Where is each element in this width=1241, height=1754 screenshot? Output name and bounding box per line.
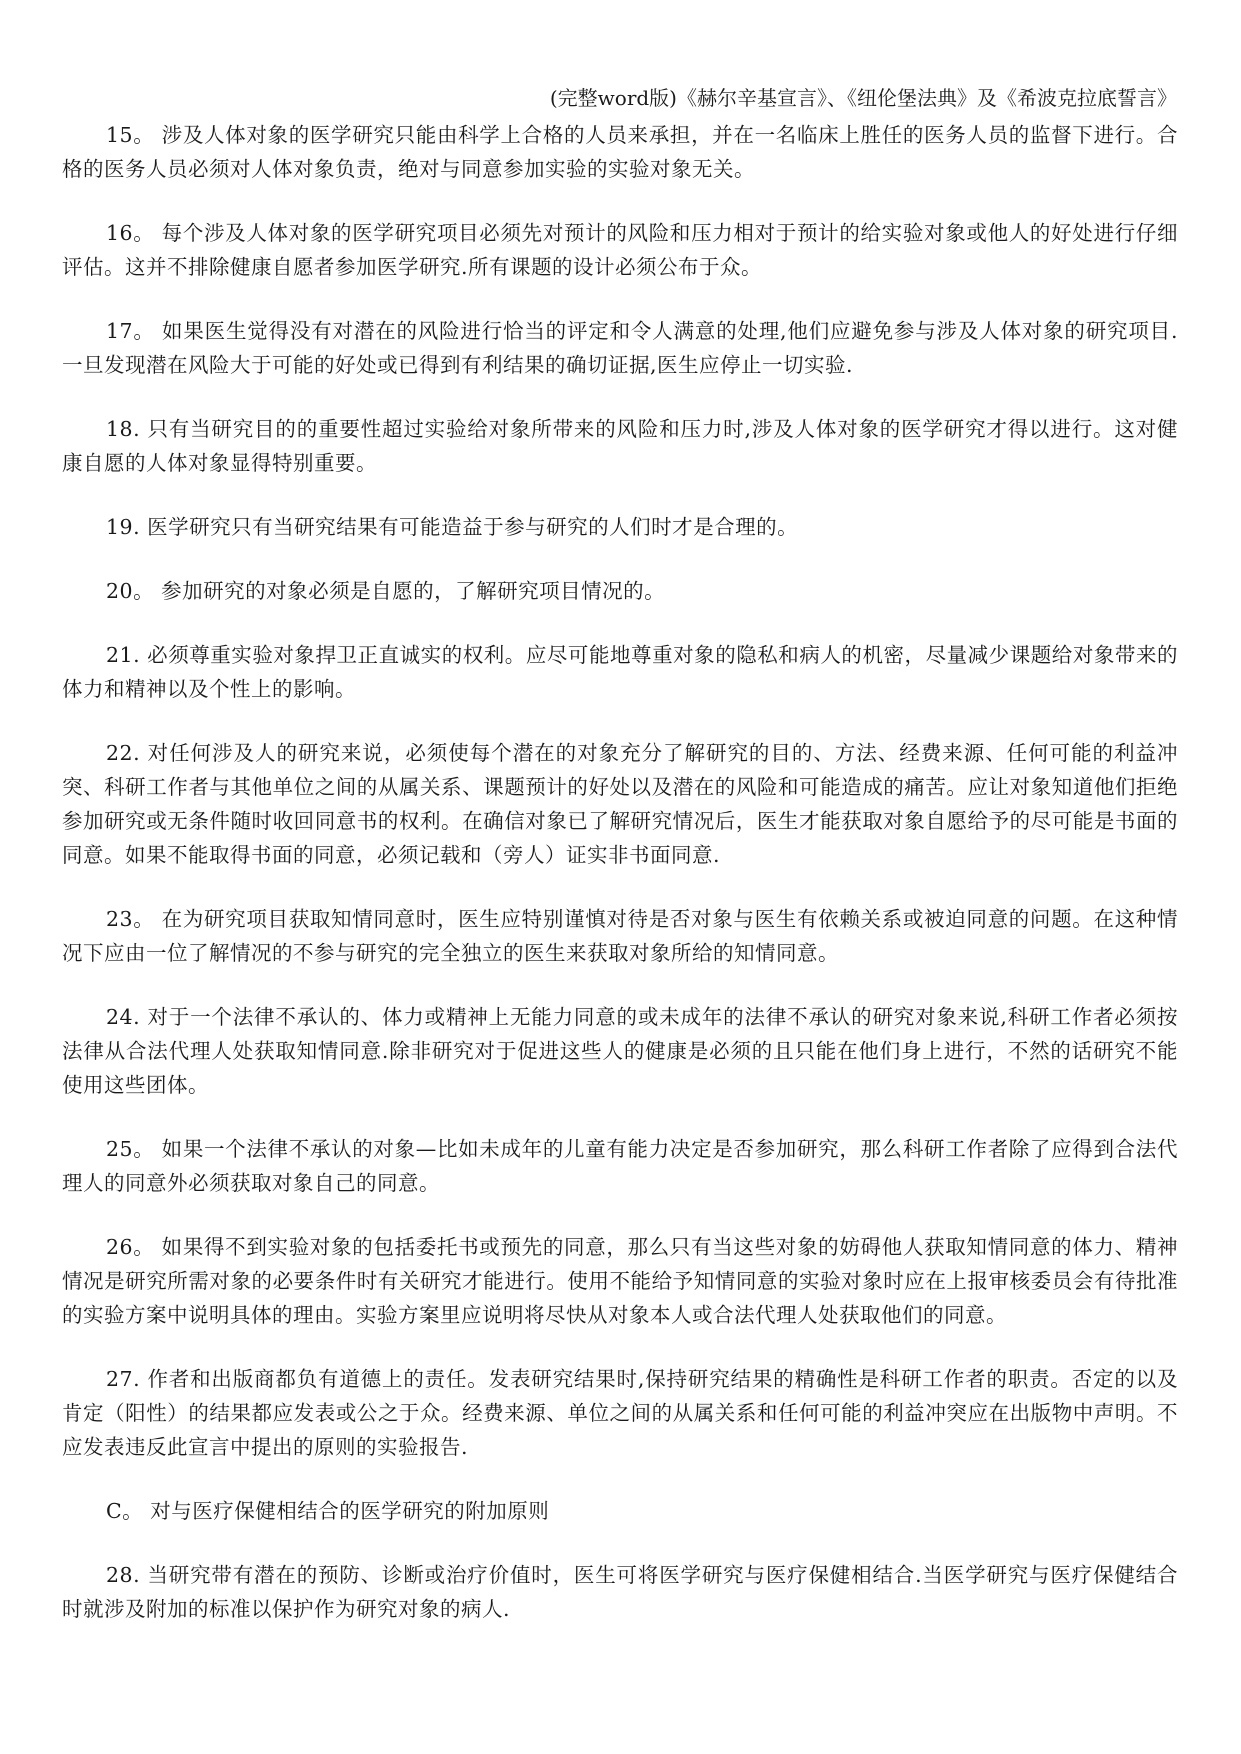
paragraph-27: 27. 作者和出版商都负有道德上的责任。发表研究结果时,保持研究结果的精确性是科研工作者的职责。否定的以及肯定（阳性）的结果都应发表或公之于众。经费来源、单位之间的从属关系和任何可能的利益冲突应在出版物中声明。不应发表违反此宣言中提出的原则的实验报告.	[62, 1367, 1178, 1459]
section-heading-c: C。 对与医疗保健相结合的医学研究的附加原则	[106, 1499, 550, 1523]
document-body	[62, 118, 1178, 1626]
paragraph-28: 28. 当研究带有潜在的预防、诊断或治疗价值时，医生可将医学研究与医疗保健相结合.当医学研究与医疗保健结合时就涉及附加的标准以保护作为研究对象的病人.	[62, 1563, 1178, 1621]
paragraph-20: 20。 参加研究的对象必须是自愿的，了解研究项目情况的。	[106, 579, 666, 603]
paragraph-18: 18. 只有当研究目的的重要性超过实验给对象所带来的风险和压力时,涉及人体对象的医学研究才得以进行。这对健康自愿的人体对象显得特别重要。	[62, 417, 1178, 475]
paragraph-26: 26。 如果得不到实验对象的包括委托书或预先的同意，那么只有当这些对象的妨碍他人获取知情同意的体力、精神情况是研究所需对象的必要条件时有关研究才能进行。使用不能给予知情同意的实验对象时应在上报审核委员会有待批准的实验方案中说明具体的理由。实验方案里应说明将尽快从对象本人或合法代理人处获取他们的同意。	[62, 1235, 1178, 1327]
paragraph-15: 15。 涉及人体对象的医学研究只能由科学上合格的人员来承担，并在一名临床上胜任的医务人员的监督下进行。合格的医务人员必须对人体对象负责，绝对与同意参加实验的实验对象无关。	[62, 123, 1178, 181]
paragraph-25: 25。 如果一个法律不承认的对象—比如未成年的儿童有能力决定是否参加研究，那么科研工作者除了应得到合法代理人的同意外必须获取对象自己的同意。	[62, 1137, 1178, 1195]
paragraph-21: 21. 必须尊重实验对象捍卫正直诚实的权利。应尽可能地尊重对象的隐私和病人的机密，尽量减少课题给对象带来的体力和精神以及个性上的影响。	[62, 643, 1178, 701]
paragraph-19: 19. 医学研究只有当研究结果有可能造益于参与研究的人们时才是合理的。	[106, 515, 799, 539]
paragraph-17: 17。 如果医生觉得没有对潜在的风险进行恰当的评定和令人满意的处理,他们应避免参与涉及人体对象的研究项目.一旦发现潜在风险大于可能的好处或已得到有利结果的确切证据,医生应停止一切实验.	[62, 319, 1178, 377]
page-header-title: (完整word版)《赫尔辛基宣言》、《纽伦堡法典》及《希波克拉底誓言》	[549, 86, 1177, 110]
paragraph-16: 16。 每个涉及人体对象的医学研究项目必须先对预计的风险和压力相对于预计的给实验对象或他人的好处进行仔细评估。这并不排除健康自愿者参加医学研究.所有课题的设计必须公布于众。	[62, 221, 1178, 279]
paragraph-23: 23。 在为研究项目获取知情同意时，医生应特别谨慎对待是否对象与医生有依赖关系或被迫同意的问题。在这种情况下应由一位了解情况的不参与研究的完全独立的医生来获取对象所给的知情同意。	[62, 907, 1178, 965]
paragraph-24: 24. 对于一个法律不承认的、体力或精神上无能力同意的或未成年的法律不承认的研究对象来说,科研工作者必须按法律从合法代理人处获取知情同意.除非研究对于促进这些人的健康是必须的且只能在他们身上进行，不然的话研究不能使用这些团体。	[62, 1005, 1178, 1097]
paragraph-22: 22. 对任何涉及人的研究来说，必须使每个潜在的对象充分了解研究的目的、方法、经费来源、任何可能的利益冲突、科研工作者与其他单位之间的从属关系、课题预计的好处以及潜在的风险和可能造成的痛苦。应让对象知道他们拒绝参加研究或无条件随时收回同意书的权利。在确信对象已了解研究情况后，医生才能获取对象自愿给予的尽可能是书面的同意。如果不能取得书面的同意，必须记载和（旁人）证实非书面同意.	[62, 741, 1178, 867]
